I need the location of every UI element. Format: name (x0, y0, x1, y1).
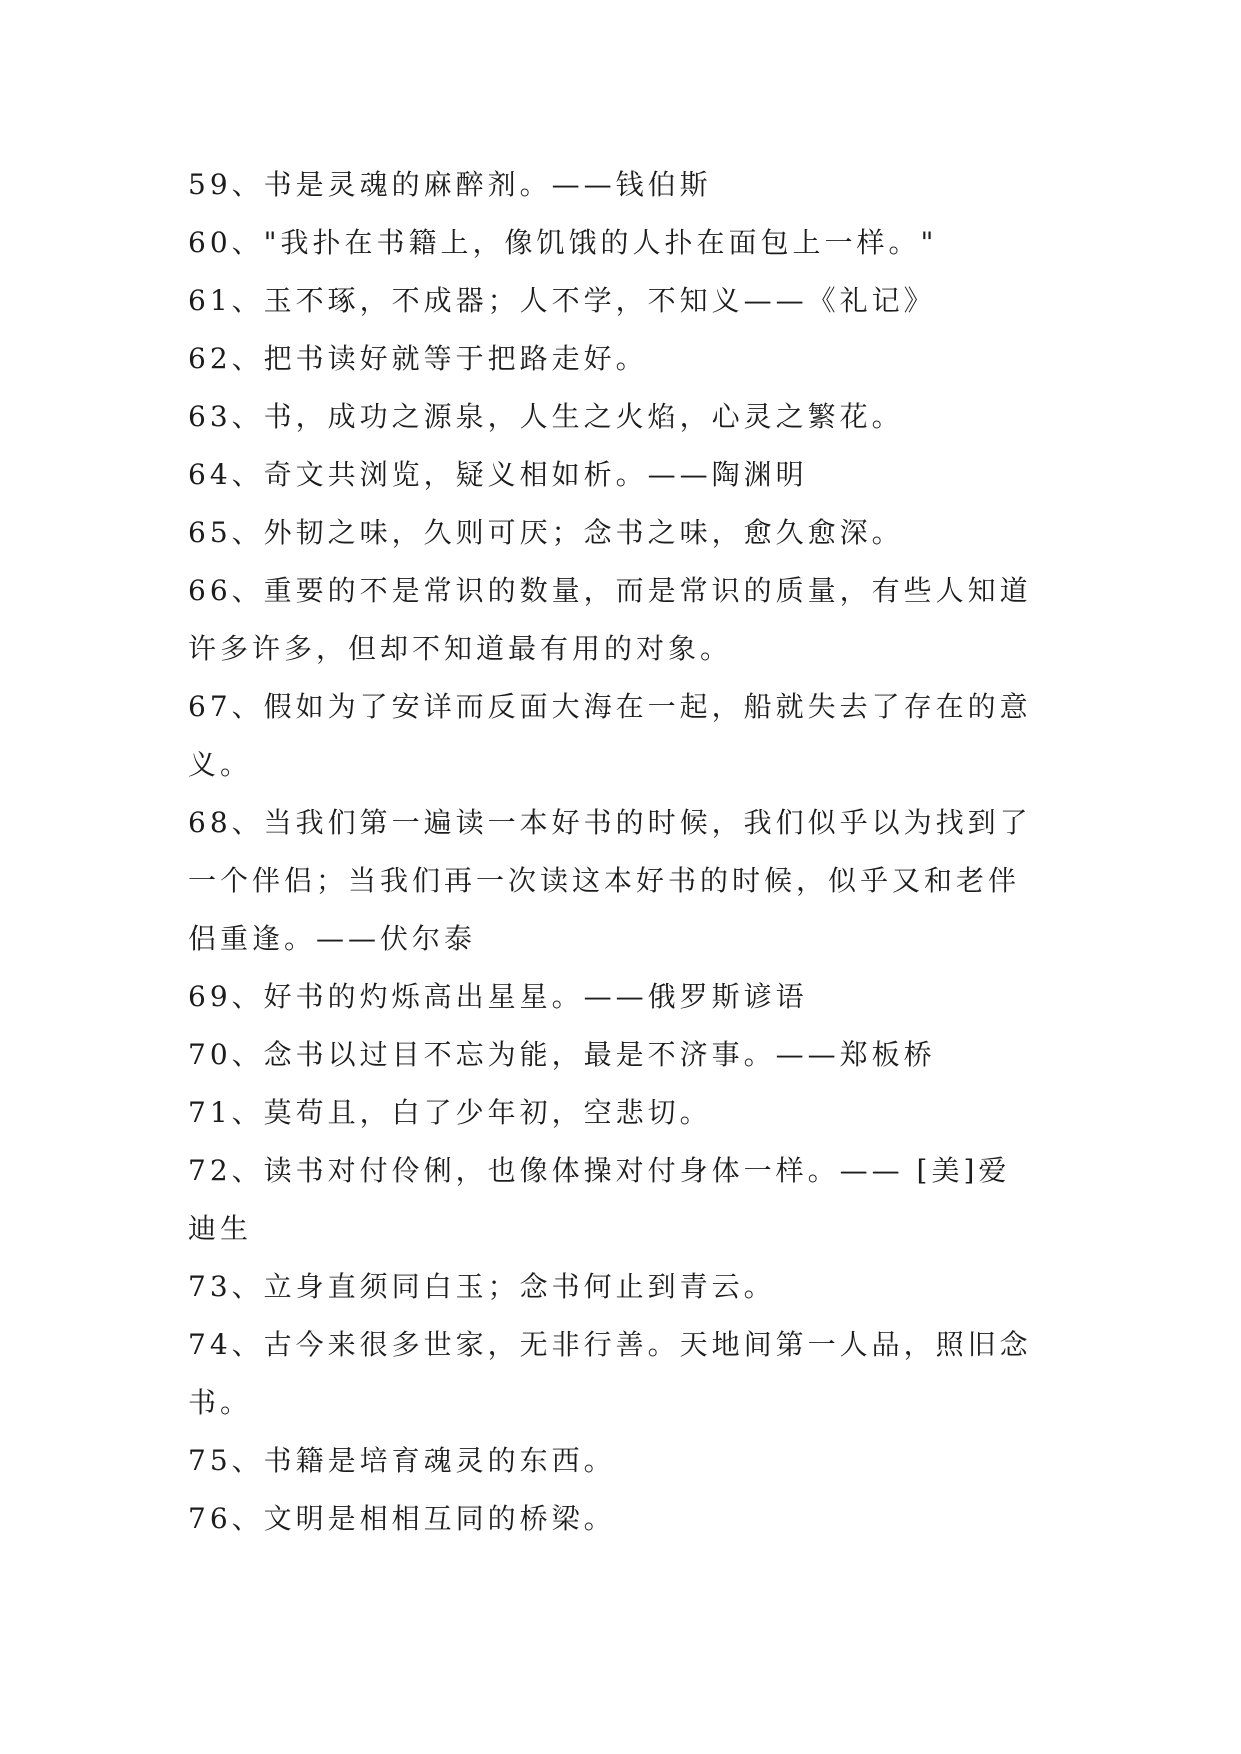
quote-item-67 (188, 678, 1068, 794)
quote-item-65 (188, 504, 1068, 562)
quote-line: 67、假如为了安详而反面大海在一起，船就失去了存在的意 (188, 690, 1032, 723)
quote-item-63 (188, 388, 1068, 446)
quote-item-75 (188, 1432, 1068, 1490)
quote-line: 69、好书的灼烁高出星星。——俄罗斯谚语 (188, 980, 808, 1013)
quote-line: 59、书是灵魂的麻醉剂。——钱伯斯 (188, 168, 712, 201)
quote-item-62 (188, 330, 1068, 388)
quote-item-69 (188, 968, 1068, 1026)
quote-line: 68、当我们第一遍读一本好书的时候，我们似乎以为找到了 (188, 806, 1032, 839)
quote-item-70 (188, 1026, 1068, 1084)
quote-line: 62、把书读好就等于把路走好。 (188, 342, 648, 375)
quote-item-61 (188, 272, 1068, 330)
quote-item-60 (188, 214, 1068, 272)
quote-line: 书。 (188, 1386, 253, 1419)
quote-item-64 (188, 446, 1068, 504)
quote-line: 64、奇文共浏览，疑义相如析。——陶渊明 (188, 458, 808, 491)
quote-line: 75、书籍是培育魂灵的东西。 (188, 1444, 616, 1477)
quote-line: 72、读书对付伶俐，也像体操对付身体一样。—— [美]爱 (188, 1154, 1011, 1187)
quote-item-59 (188, 156, 1068, 214)
quote-item-76 (188, 1490, 1068, 1548)
quote-line: 73、立身直须同白玉；念书何止到青云。 (188, 1270, 776, 1303)
quote-item-73 (188, 1258, 1068, 1316)
quote-item-71 (188, 1084, 1068, 1142)
quote-item-68 (188, 794, 1068, 968)
quote-item-74 (188, 1316, 1068, 1432)
quote-list (188, 156, 1068, 1548)
quote-line: 76、文明是相相互同的桥梁。 (188, 1502, 616, 1535)
quote-line: 70、念书以过目不忘为能，最是不济事。——郑板桥 (188, 1038, 936, 1071)
quote-line: 66、重要的不是常识的数量，而是常识的质量，有些人知道 (188, 574, 1032, 607)
quote-item-72 (188, 1142, 1068, 1258)
quote-line: 71、莫苟且，白了少年初，空悲切。 (188, 1096, 712, 1129)
quote-line: 65、外韧之味，久则可厌；念书之味，愈久愈深。 (188, 516, 904, 549)
quote-item-66 (188, 562, 1068, 678)
quote-line: 义。 (188, 748, 253, 781)
quote-line: 侣重逢。——伏尔泰 (188, 922, 477, 955)
quote-line: 许多许多，但却不知道最有用的对象。 (188, 632, 733, 665)
quote-line: 60、"我扑在书籍上，像饥饿的人扑在面包上一样。" (188, 226, 938, 259)
quote-line: 一个伴侣；当我们再一次读这本好书的时候，似乎又和老伴 (188, 864, 1021, 897)
quote-line: 74、古今来很多世家，无非行善。天地间第一人品，照旧念 (188, 1328, 1032, 1361)
quote-line: 迪生 (188, 1212, 253, 1245)
quote-line: 63、书，成功之源泉，人生之火焰，心灵之繁花。 (188, 400, 904, 433)
quote-line: 61、玉不琢，不成器；人不学，不知义——《礼记》 (188, 284, 936, 317)
